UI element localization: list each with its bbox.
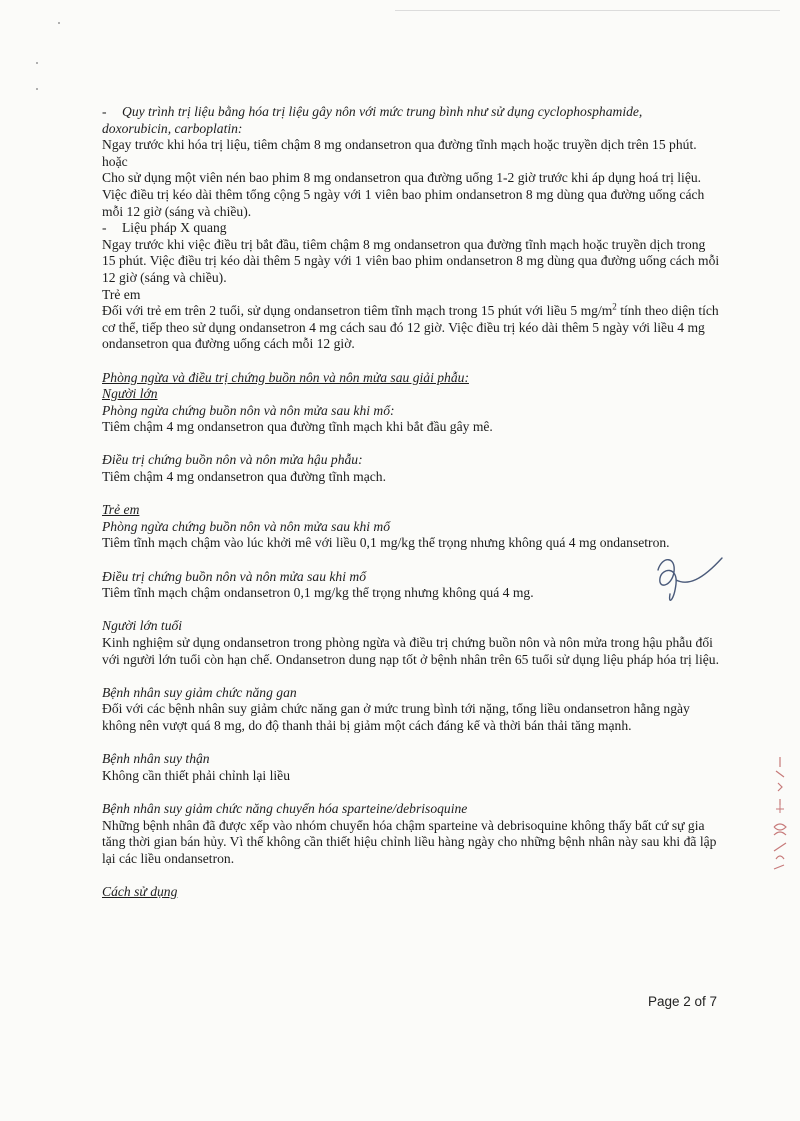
scan-speck <box>36 62 38 64</box>
top-scan-line <box>395 10 780 11</box>
paragraph: Ngay trước khi việc điều trị bắt đầu, tiêm chậm 8 mg ondansetron qua đường tĩnh mạch hoặc truyền dịch trong 15 phút. Việc điều trị kéo dài thêm 5 ngày với 1 viên bao phim ondansetron 8 mg dùng qua đường uống cách mỗi 12 giờ (sáng và chiều). <box>102 236 720 285</box>
subsection-heading: Điều trị chứng buồn nôn và nôn mửa sau khi mổ <box>102 568 367 584</box>
document-body <box>102 104 722 901</box>
subsection-heading: Phòng ngừa chứng buồn nôn và nôn mửa sau khi mổ <box>102 518 391 534</box>
paragraph: Tiêm chậm 4 mg ondansetron qua đường tĩnh mạch. <box>102 469 387 485</box>
paragraph: Đối với trẻ em trên 2 tuổi, sử dụng ondansetron tiêm tĩnh mạch trong 15 phút với liều 5 $mg/m^2$ tính theo diện tích cơ thể, tiếp theo sử dụng ondansetron 4 mg cách sau đó 12 giờ. Việc điều trị kéo dài thêm 5 ngày với liều 4 mg ondansetron qua đường uống cách mỗi 12 giờ. <box>102 301 719 352</box>
subsection-heading: Điều trị chứng buồn nôn và nôn mửa hậu phẫu: <box>102 452 363 468</box>
paragraph: Không cần thiết phải chỉnh lại liều <box>102 767 290 783</box>
paragraph: Cho sử dụng một viên nén bao phim 8 mg ondansetron qua đường uống 1-2 giờ trước khi áp dụng hoá trị liệu. Việc điều trị kéo dài thêm tổng cộng 5 ngày với 1 viên bao phim ondansetron 8 mg dùng qua đường uống cách mỗi 12 giờ (sáng và chiều). <box>102 170 705 219</box>
scan-speck <box>58 22 60 24</box>
subsection-heading: Trẻ em <box>102 502 140 518</box>
paragraph: Đối với các bệnh nhân suy giảm chức năng gan ở mức trung bình tới nặng, tổng liều ondansetron hằng ngày không nên vượt quá 8 mg, do độ thanh thải bị giảm một cách đáng kể và thời bán thải tăng mạnh. <box>102 701 690 733</box>
signature-mark <box>640 550 730 610</box>
regimen-heading: - Quy trình trị liệu bằng hóa trị liệu gây nôn với mức trung bình như sử dụng cyclophosphamide, <box>102 104 643 119</box>
subsection-heading: Người lớn tuổi <box>102 618 183 634</box>
paragraph: Tiêm tĩnh mạch chậm ondansetron 0,1 mg/kg thể trọng nhưng không quá 4 mg. <box>102 585 534 601</box>
section-heading: Phòng ngừa và điều trị chứng buồn nôn và nôn mửa sau giải phẫu: <box>102 369 469 385</box>
subsection-heading: Người lớn <box>102 386 158 402</box>
bullet-dash: - <box>102 220 107 236</box>
bullet-dash: - <box>102 104 107 119</box>
page-number: Page 2 of 7 <box>647 994 717 1009</box>
children-heading: Trẻ em <box>102 286 141 302</box>
side-stamp-mark <box>768 755 792 875</box>
subsection-heading: Bệnh nhân suy thận <box>102 751 210 767</box>
paragraph: Tiêm chậm 4 mg ondansetron qua đường tĩnh mạch khi bắt đầu gây mê. <box>102 419 493 435</box>
subsection-heading: Phòng ngừa chứng buồn nôn và nôn mửa sau khi mổ: <box>102 402 395 418</box>
paragraph: Ngay trước khi hóa trị liệu, tiêm chậm 8 mg ondansetron qua đường tĩnh mạch hoặc truyền dịch trên 15 phút. <box>102 137 697 153</box>
scan-speck <box>36 88 38 90</box>
paragraph: Những bệnh nhân đã được xếp vào nhóm chuyển hóa chậm sparteine và debrisoquine không thấy bất cứ sự gia tăng thời gian bán hủy. Vì thế không cần thiết hiệu chỉnh liều hàng ngày cho những bệnh nhân này sau khi đã lập lại các liều ondansetron. <box>102 817 717 866</box>
paragraph: hoặc <box>102 153 128 169</box>
paragraph: Tiêm tĩnh mạch chậm vào lúc khởi mê với liều 0,1 mg/kg thể trọng nhưng không quá 4 mg ondansetron. <box>102 535 670 551</box>
section-heading: Cách sử dụng <box>102 883 178 899</box>
regimen-heading-cont: doxorubicin, carboplatin: <box>102 120 243 136</box>
subsection-heading: Bệnh nhân suy giảm chức năng gan <box>102 684 297 700</box>
subsection-heading: Bệnh nhân suy giảm chức năng chuyển hóa sparteine/debrisoquine <box>102 800 468 816</box>
paragraph: Kinh nghiệm sử dụng ondansetron trong phòng ngừa và điều trị chứng buồn nôn và nôn mửa trong hậu phẫu đối với người lớn tuổi còn hạn chế. Ondansetron dung nạp tốt ở bệnh nhân trên 65 tuổi sử dụng liệu pháp hóa trị liệu. <box>102 635 719 667</box>
xray-heading: - Liệu pháp X quang <box>102 220 227 236</box>
